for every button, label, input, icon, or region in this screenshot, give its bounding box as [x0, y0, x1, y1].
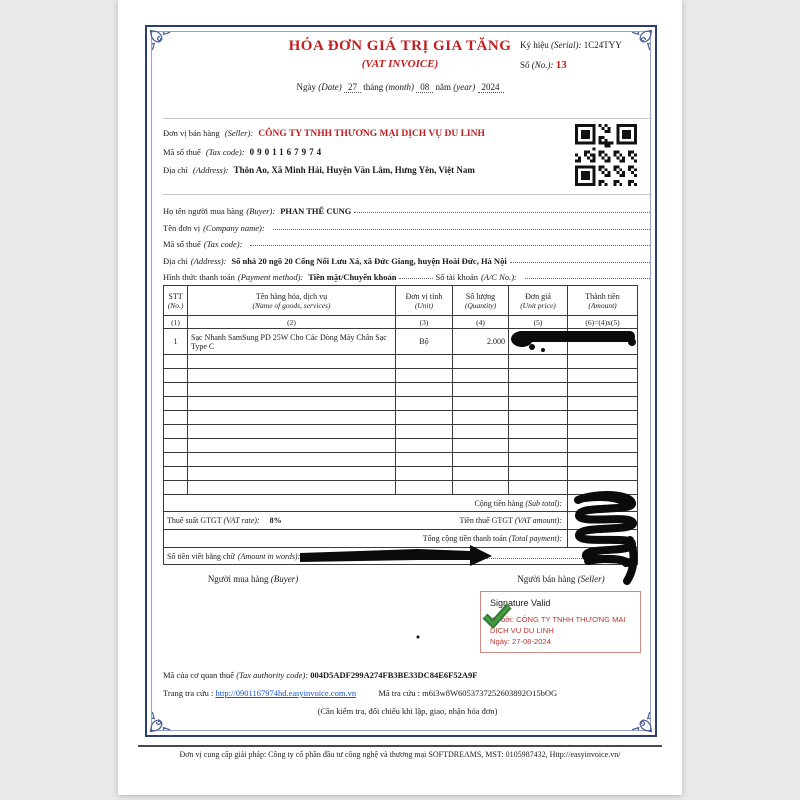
number-label: Số — [520, 60, 530, 70]
subtotal-label-en: (Sub total): — [525, 498, 562, 508]
items-table — [163, 285, 638, 565]
payment-method: Tiền mặt/Chuyển khoản — [308, 271, 397, 282]
empty-row — [164, 397, 638, 411]
empty-row — [164, 369, 638, 383]
date-year: 2024 — [478, 82, 504, 93]
dotted-leader — [303, 558, 632, 559]
vat-amount-value — [568, 512, 638, 530]
total-label-en: (Total payment): — [508, 534, 562, 543]
serial-block — [520, 40, 655, 71]
empty-row — [164, 439, 638, 453]
row-unit: Bộ — [396, 329, 453, 355]
lookup-code-label: Mã tra cứu : — [378, 688, 420, 698]
amount-in-words-row — [164, 548, 638, 565]
lookup-url-link[interactable]: http://0901167974hd.easyinvoice.com.vn — [215, 688, 357, 698]
date-label: Ngày — [296, 82, 316, 92]
column-number-row — [164, 316, 638, 329]
col-header-stt: STT (No.) — [164, 286, 188, 316]
payment-method-label: Hình thức thanh toán — [163, 271, 235, 282]
month-label-en: (month) — [385, 82, 414, 92]
separator-line — [163, 118, 652, 119]
vat-row — [164, 512, 638, 530]
col-num: (1) — [164, 316, 188, 329]
year-label-en: (year) — [453, 82, 476, 92]
dotted-leader — [399, 278, 433, 279]
account-label: Số tài khoản — [435, 271, 478, 282]
vat-amount-label: Tiền thuế GTGT — [459, 516, 513, 525]
signed-by-label: Ký bởi: — [490, 615, 514, 624]
empty-row — [164, 383, 638, 397]
payment-method-label-en: (Payment method): — [237, 271, 304, 282]
signed-date-line — [490, 637, 634, 648]
invoice-title: HÓA ĐƠN GIÁ TRỊ GIA TĂNG — [288, 38, 512, 54]
subtotal-value — [568, 495, 638, 512]
buyer-address-label-en: (Address): — [190, 255, 227, 266]
col-num: (2) — [188, 316, 396, 329]
tax-authority-label-en: (Tax authority code): — [236, 670, 309, 680]
seller-address-label-en: (Address): — [192, 165, 229, 175]
verification-note: (Cần kiểm tra, đối chiếu khi lập, giao, nhận hóa đơn) — [317, 706, 498, 716]
col-header-unit-price: Đơn giá (Unit price) — [509, 286, 568, 316]
seller-section — [163, 124, 563, 179]
total-row — [164, 530, 638, 548]
footer-divider — [138, 745, 662, 747]
words-label-en: (Amount in words): — [237, 551, 301, 561]
col-num: (6)=(4)x(5) — [568, 316, 638, 329]
empty-row — [164, 481, 638, 495]
empty-row — [164, 355, 638, 369]
seller-address: Thôn Ao, Xã Minh Hải, Huyện Văn Lâm, Hưng Yên, Việt Nam — [233, 165, 475, 175]
subtotal-label: Cộng tiền hàng — [474, 498, 524, 508]
seller-tax-code: 0901167974 — [249, 147, 325, 157]
lookup-code: m6i3w8W6053737252603892O15bOG — [422, 688, 558, 698]
seller-tax-label: Mã số thuế — [163, 147, 201, 157]
col-header-name: Tên hàng hóa, dịch vụ (Name of goods, services) — [188, 286, 396, 316]
number-label-en: (No.): — [531, 60, 554, 70]
col-num: (4) — [453, 316, 509, 329]
seller-tax-label-en: (Tax code): — [205, 147, 245, 157]
invoice-date-line — [118, 82, 682, 92]
buyer-name: PHAN THẾ CUNG — [280, 206, 352, 217]
buyer-tax-label: Mã số thuế — [163, 239, 201, 250]
qr-code — [575, 124, 637, 186]
invoice-page — [118, 0, 682, 795]
date-label-en: (Date) — [318, 82, 342, 92]
seller-signature-label: Người bán hàng (Seller) — [517, 574, 605, 584]
buyer-name-label: Họ tên người mua hàng — [163, 206, 244, 217]
buyer-section — [163, 200, 652, 282]
row-stt: 1 — [164, 329, 188, 355]
seller-label-en: (Seller): — [224, 128, 254, 138]
dotted-leader — [525, 278, 650, 279]
row-amount — [568, 329, 638, 355]
tax-authority-label: Mã của cơ quan thuế — [163, 670, 235, 680]
table-header-row — [164, 286, 638, 316]
total-label: Tổng cộng tiền thanh toán — [422, 534, 507, 543]
seller-label: Đơn vị bán hàng — [163, 128, 220, 138]
dotted-leader — [250, 245, 650, 246]
checkmark-icon — [482, 603, 512, 628]
subtotal-row — [164, 495, 638, 512]
serial-label-en: (Serial): — [551, 40, 582, 50]
dotted-leader — [273, 229, 650, 230]
signed-date-value: 27-08-2024 — [511, 637, 551, 646]
year-label: năm — [435, 82, 451, 92]
lookup-line — [163, 688, 652, 698]
seller-name: CÔNG TY TNHH THƯƠNG MẠI DỊCH VỤ DU LINH — [258, 129, 485, 139]
row-quantity: 2.000 — [453, 329, 509, 355]
empty-row — [164, 453, 638, 467]
buyer-tax-label-en: (Tax code): — [203, 239, 243, 250]
vat-rate-label-en: (VAT rate): — [223, 516, 260, 525]
lookup-site-label: Trang tra cứu : — [163, 688, 214, 698]
account-label-en: (A/C No.): — [480, 271, 517, 282]
vat-rate-label: Thuế suất GTGT — [167, 516, 222, 525]
table-row — [164, 329, 638, 355]
solution-provider-line: Đơn vị cung cấp giải pháp: Công ty cổ phần đầu tư công nghệ và thương mại SOFTDREAMS, MST: 0105987432, Http://easyinvoice.vn/ — [179, 750, 621, 759]
buyer-company-label-en: (Company name): — [203, 222, 265, 233]
date-month: 08 — [416, 82, 433, 93]
signed-by-value: CÔNG TY TNHH THƯƠNG MẠI DỊCH VỤ DU LINH — [490, 615, 626, 635]
buyer-company-label: Tên đơn vị — [163, 222, 201, 233]
month-label: tháng — [363, 82, 384, 92]
invoice-number: 13 — [555, 59, 567, 71]
buyer-signature-label: Người mua hàng (Buyer) — [207, 574, 299, 584]
signed-date-label: Ngày: — [490, 637, 510, 646]
total-value — [568, 530, 638, 548]
buyer-name-label-en: (Buyer): — [246, 206, 276, 217]
tax-authority-line — [163, 670, 652, 680]
separator-line — [163, 194, 652, 195]
vat-rate-value: 8% — [269, 516, 282, 525]
dotted-leader — [354, 212, 650, 213]
date-day: 27 — [344, 82, 361, 93]
serial-label: Ký hiệu — [520, 40, 549, 50]
buyer-address-label: Địa chỉ — [163, 255, 188, 266]
vat-amount-label-en: (VAT amount): — [514, 516, 562, 525]
col-header-quantity: Số lượng (Quantity) — [453, 286, 509, 316]
signature-status: Signature Valid — [490, 598, 551, 608]
tax-authority-code: 004D5ADF299A274FB3BE33DC84E6F52A9F — [310, 670, 478, 680]
empty-row — [164, 411, 638, 425]
empty-row — [164, 425, 638, 439]
dotted-leader — [510, 262, 650, 263]
serial-value: 1C24TYY — [583, 40, 622, 50]
seller-address-label: Địa chỉ — [163, 165, 188, 175]
col-header-unit: Đơn vị tính (Unit) — [396, 286, 453, 316]
digital-signature-stamp — [480, 591, 641, 653]
words-label: Số tiền viết bằng chữ — [167, 551, 235, 561]
col-num: (5) — [509, 316, 568, 329]
row-goods-name: Sạc Nhanh SamSung PD 25W Cho Các Dòng Máy Chân Sạc Type C — [188, 329, 396, 355]
col-header-amount: Thành tiền (Amount) — [568, 286, 638, 316]
buyer-address: Số nhà 20 ngõ 20 Cổng Nổi Lưu Xá, xã Đức Giang, huyện Hoài Đức, Hà Nội — [231, 255, 507, 266]
invoice-subtitle: (VAT INVOICE) — [361, 58, 439, 70]
row-unit-price — [509, 329, 568, 355]
col-num: (3) — [396, 316, 453, 329]
empty-row — [164, 467, 638, 481]
